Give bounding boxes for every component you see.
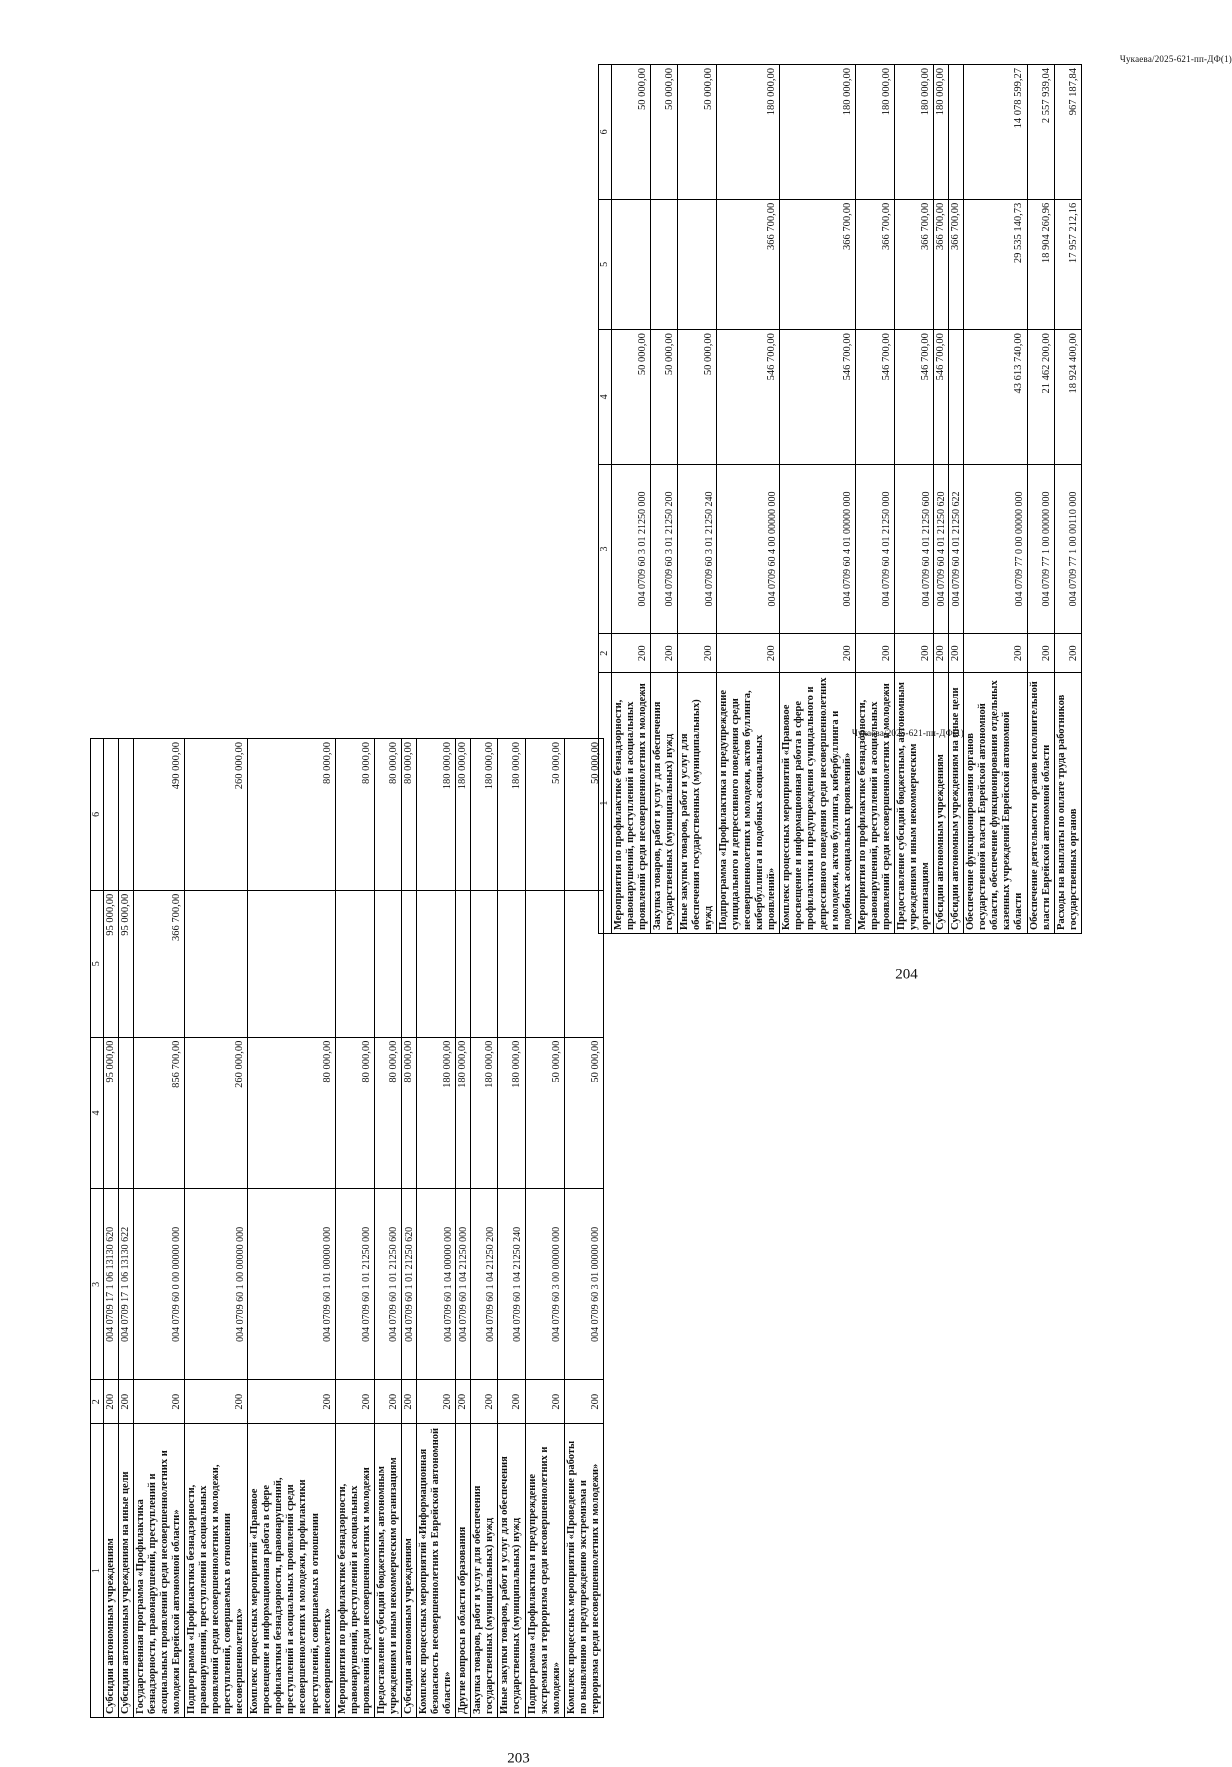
row-col5: 29 535 140,73: [964, 199, 1027, 329]
row-classifier: 004 0709 60 1 04 00000 000: [417, 1189, 456, 1380]
row-col4: 180 000,00: [471, 1037, 498, 1189]
row-classifier: 004 0709 60 1 04 21250 200: [471, 1189, 498, 1380]
column-header: 6: [599, 65, 612, 200]
table-row: [417, 739, 456, 1718]
row-code: 200: [133, 1380, 184, 1424]
row-col4: [949, 330, 964, 465]
row-col6: 50 000,00: [564, 739, 603, 891]
row-name: Субсидии автономным учреждениям на иные цели: [118, 1424, 133, 1718]
row-col4: 546 700,00: [855, 330, 894, 465]
row-col4: 95 000,00: [103, 1037, 118, 1189]
row-name: Мероприятия по профилактике безнадзорности, правонарушений, преступлений и асоциальных проявлений среди несовершеннолетних и молодежи: [611, 673, 650, 934]
document-footer: Чукаева/2025-621-пп-ДФ(1): [1119, 54, 1232, 64]
row-code: 200: [184, 1380, 247, 1424]
row-name: Предоставление субсидий бюджетным, автономным учреждениям и иным некоммерческим организациям: [894, 673, 933, 934]
row-classifier: 004 0709 77 0 00 00000 000: [964, 464, 1027, 633]
row-classifier: 004 0709 17 1 06 13130 622: [118, 1189, 133, 1380]
row-col5: [401, 890, 416, 1037]
row-name: Мероприятия по профилактике безнадзорности, правонарушений, преступлений и асоциальных проявлений среди несовершеннолетних и молодежи: [335, 1424, 374, 1718]
row-col4: 546 700,00: [780, 330, 855, 465]
table-row: [401, 739, 416, 1718]
table-row: [456, 739, 471, 1718]
row-code: 200: [248, 1380, 335, 1424]
row-col6: 50 000,00: [525, 739, 564, 891]
row-col5: [456, 890, 471, 1037]
row-col5: 366 700,00: [855, 199, 894, 329]
row-col4: 43 613 740,00: [964, 330, 1027, 465]
table-row: [498, 739, 525, 1718]
row-col6: 180 000,00: [417, 739, 456, 891]
column-header: 1: [599, 673, 612, 934]
table-row: [964, 65, 1027, 934]
row-code: 200: [417, 1380, 456, 1424]
row-col4: 50 000,00: [677, 330, 716, 465]
row-name: Комплекс процессных мероприятий «Информационная безопасность несовершеннолетних в Еврейской автономной области»: [417, 1424, 456, 1718]
row-name: Закупка товаров, работ и услуг для обеспечения государственных (муниципальных) нужд: [471, 1424, 498, 1718]
row-classifier: 004 0709 17 1 06 13130 620: [103, 1189, 118, 1380]
row-col6: 14 078 599,27: [964, 65, 1027, 200]
row-col4: 50 000,00: [525, 1037, 564, 1189]
column-header: 2: [91, 1380, 104, 1424]
row-code: 200: [525, 1380, 564, 1424]
row-col5: [471, 890, 498, 1037]
row-col5: 17 957 212,16: [1054, 199, 1081, 329]
row-code: 200: [1054, 634, 1081, 673]
row-code: 200: [611, 634, 650, 673]
table-row: [184, 739, 247, 1718]
table-row: [248, 739, 335, 1718]
row-code: 200: [564, 1380, 603, 1424]
row-col5: [417, 890, 456, 1037]
row-col5: 366 700,00: [949, 199, 964, 329]
row-code: 200: [964, 634, 1027, 673]
row-name: Субсидии автономным учреждениям на иные цели: [949, 673, 964, 934]
row-col5: 95 000,00: [103, 890, 118, 1037]
row-col4: 21 462 200,00: [1027, 330, 1054, 465]
row-col5: [498, 890, 525, 1037]
row-name: Подпрограмма «Профилактика безнадзорности, правонарушений, преступлений и асоциальных проявлений среди несовершеннолетних и молодежи, преступлений, совершаемых в отношении несовершеннолетних»: [184, 1424, 247, 1718]
row-code: 200: [335, 1380, 374, 1424]
table-row: [103, 739, 118, 1718]
column-header: 4: [599, 330, 612, 465]
row-col6: 180 000,00: [498, 739, 525, 891]
document-footer: Чукаева/2025-621-пп-ДФ(1): [851, 728, 964, 738]
row-classifier: 004 0709 60 1 00 00000 000: [184, 1189, 247, 1380]
row-col4: 546 700,00: [717, 330, 780, 465]
row-classifier: 004 0709 60 3 01 21250 200: [650, 464, 677, 633]
row-col6: 180 000,00: [855, 65, 894, 200]
row-col5: [184, 890, 247, 1037]
page-number: 204: [895, 966, 918, 983]
column-header: 2: [599, 634, 612, 673]
row-classifier: 004 0709 60 1 04 21250 000: [456, 1189, 471, 1380]
row-col6: 180 000,00: [717, 65, 780, 200]
row-col6: [949, 65, 964, 200]
row-code: 200: [118, 1380, 133, 1424]
row-col4: 80 000,00: [401, 1037, 416, 1189]
table-row: [525, 739, 564, 1718]
row-classifier: 004 0709 60 4 00 00000 000: [717, 464, 780, 633]
table-row: [855, 65, 894, 934]
row-col6: 180 000,00: [780, 65, 855, 200]
row-col4: 546 700,00: [934, 330, 949, 465]
row-col5: [611, 199, 650, 329]
row-classifier: 004 0709 77 1 00 00110 000: [1054, 464, 1081, 633]
row-col4: 18 924 400,00: [1054, 330, 1081, 465]
row-col5: [525, 890, 564, 1037]
row-col6: 80 000,00: [401, 739, 416, 891]
row-name: Подпрограмма «Профилактика и предупреждение экстремизма и терроризма среди несовершеннолетних и молодежи»: [525, 1424, 564, 1718]
row-classifier: 004 0709 60 1 01 21250 600: [374, 1189, 401, 1380]
row-col5: 95 000,00: [118, 890, 133, 1037]
row-code: 200: [650, 634, 677, 673]
row-classifier: 004 0709 60 4 01 21250 622: [949, 464, 964, 633]
row-col6: 490 000,00: [133, 739, 184, 891]
row-code: 200: [780, 634, 855, 673]
row-classifier: 004 0709 60 3 00 00000 000: [525, 1189, 564, 1380]
column-header: 5: [91, 890, 104, 1037]
row-col5: [677, 199, 716, 329]
row-col6: 180 000,00: [471, 739, 498, 891]
row-name: Комплекс процессных мероприятий «Проведение работы по выявлению и предупреждению экстремизма и терроризма среди несовершеннолетних и молодежи»: [564, 1424, 603, 1718]
row-col6: 967 187,84: [1054, 65, 1081, 200]
row-code: 200: [103, 1380, 118, 1424]
row-col6: 260 000,00: [184, 739, 247, 891]
table-row: [133, 739, 184, 1718]
row-col4: 80 000,00: [335, 1037, 374, 1189]
row-name: Предоставление субсидий бюджетным, автономным учреждениям и иным некоммерческим организациям: [374, 1424, 401, 1718]
row-col6: 180 000,00: [894, 65, 933, 200]
row-classifier: 004 0709 60 0 00 00000 000: [133, 1189, 184, 1380]
row-col4: 856 700,00: [133, 1037, 184, 1189]
row-classifier: 004 0709 77 1 00 00000 000: [1027, 464, 1054, 633]
column-header: 6: [91, 739, 104, 891]
row-col6: 50 000,00: [611, 65, 650, 200]
row-name: Иные закупки товаров, работ и услуг для обеспечения государственных (муниципальных) нужд: [677, 673, 716, 934]
row-col6: 180 000,00: [456, 739, 471, 891]
table-row: [1027, 65, 1054, 934]
table-row: [949, 65, 964, 934]
column-header: 5: [599, 199, 612, 329]
row-code: 200: [934, 634, 949, 673]
page-204: [598, 54, 1232, 983]
row-name: Субсидии автономным учреждениям: [401, 1424, 416, 1718]
page-number: 203: [507, 1750, 530, 1767]
row-col5: [374, 890, 401, 1037]
row-classifier: 004 0709 60 3 01 21250 000: [611, 464, 650, 633]
row-name: Иные закупки товаров, работ и услуг для обеспечения государственных (муниципальных) нужд: [498, 1424, 525, 1718]
row-name: Комплекс процессных мероприятий «Правовое просвещение и информационная работа в сфере профилактики безнадзорности, правонарушений, преступлений и асоциальных проявлений среди несовершеннолетних и молодежи, профилактики преступлений, совершаемых в отношении несовершеннолетних»: [248, 1424, 335, 1718]
row-name: Мероприятия по профилактике безнадзорности, правонарушений, преступлений и асоциальных проявлений среди несовершеннолетних и молодежи: [855, 673, 894, 934]
row-name: Закупка товаров, работ и услуг для обеспечения государственных (муниципальных) нужд: [650, 673, 677, 934]
row-code: 200: [401, 1380, 416, 1424]
table-row: [611, 65, 650, 934]
row-col5: 366 700,00: [780, 199, 855, 329]
row-classifier: 004 0709 60 3 01 00000 000: [564, 1189, 603, 1380]
row-col4: 260 000,00: [184, 1037, 247, 1189]
row-code: 200: [1027, 634, 1054, 673]
column-header: 3: [91, 1189, 104, 1380]
row-col4: 50 000,00: [650, 330, 677, 465]
row-code: 200: [894, 634, 933, 673]
row-name: Подпрограмма «Профилактика и предупреждение суицидального и депрессивного поведения среди несовершеннолетних и молодежи, актов буллинга, кибербуллинга и подобных асоциальных проявлений»: [717, 673, 780, 934]
row-col6: 80 000,00: [248, 739, 335, 891]
row-classifier: 004 0709 60 1 01 21250 000: [335, 1189, 374, 1380]
table-header-row: [91, 739, 104, 1718]
row-col5: 366 700,00: [133, 890, 184, 1037]
row-classifier: 004 0709 60 4 01 21250 620: [934, 464, 949, 633]
row-code: 200: [471, 1380, 498, 1424]
row-col4: 80 000,00: [248, 1037, 335, 1189]
column-header: 1: [91, 1424, 104, 1718]
table-row: [650, 65, 677, 934]
row-code: 200: [855, 634, 894, 673]
row-col5: 366 700,00: [717, 199, 780, 329]
row-col6: 2 557 939,04: [1027, 65, 1054, 200]
row-col4: 180 000,00: [456, 1037, 471, 1189]
row-name: Обеспечение функционирования органов государственной власти Еврейской автономной области, обеспечение функционирования отдельных казенных учреждений Еврейской автономной области: [964, 673, 1027, 934]
row-col5: [650, 199, 677, 329]
row-classifier: 004 0709 60 4 01 21250 000: [855, 464, 894, 633]
table-row: [717, 65, 780, 934]
row-code: 200: [456, 1380, 471, 1424]
table-row: [471, 739, 498, 1718]
table-row: [894, 65, 933, 934]
row-col6: [103, 739, 118, 891]
table-row: [335, 739, 374, 1718]
row-name: Другие вопросы в области образования: [456, 1424, 471, 1718]
row-col6: [118, 739, 133, 891]
row-col4: 180 000,00: [498, 1037, 525, 1189]
row-col4: [118, 1037, 133, 1189]
row-col6: 180 000,00: [934, 65, 949, 200]
row-col5: 366 700,00: [894, 199, 933, 329]
row-code: 200: [498, 1380, 525, 1424]
table-row: [934, 65, 949, 934]
column-header: 3: [599, 464, 612, 633]
row-name: Комплекс процессных мероприятий «Правовое просвещение и информационная работа в сфере профилактики и предупреждения суицидального и депрессивного поведения среди несовершеннолетних и молодежи, актов буллинга, кибербуллинга и подобных асоциальных проявлений»: [780, 673, 855, 934]
row-code: 200: [374, 1380, 401, 1424]
row-col4: 50 000,00: [611, 330, 650, 465]
row-col4: 546 700,00: [894, 330, 933, 465]
table-row: [374, 739, 401, 1718]
row-classifier: 004 0709 60 4 01 21250 600: [894, 464, 933, 633]
row-col6: 50 000,00: [650, 65, 677, 200]
row-col4: 80 000,00: [374, 1037, 401, 1189]
row-code: 200: [677, 634, 716, 673]
table-row: [1054, 65, 1081, 934]
budget-table: [598, 64, 1082, 934]
row-name: Субсидии автономным учреждениям: [103, 1424, 118, 1718]
row-classifier: 004 0709 60 1 01 21250 620: [401, 1189, 416, 1380]
row-col5: [335, 890, 374, 1037]
row-col6: 80 000,00: [335, 739, 374, 891]
row-code: 200: [717, 634, 780, 673]
table-header-row: [599, 65, 612, 934]
column-header: 4: [91, 1037, 104, 1189]
row-col4: 180 000,00: [417, 1037, 456, 1189]
row-name: Государственная программа «Профилактика безнадзорности, правонарушений, преступлений и асоциальных проявлений среди несовершеннолетних и молодежи Еврейской автономной области»: [133, 1424, 184, 1718]
table-row: [677, 65, 716, 934]
row-name: Расходы на выплаты по оплате труда работников государственных органов: [1054, 673, 1081, 934]
row-classifier: 004 0709 60 3 01 21250 240: [677, 464, 716, 633]
row-col5: [248, 890, 335, 1037]
row-classifier: 004 0709 60 1 01 00000 000: [248, 1189, 335, 1380]
row-col6: 50 000,00: [677, 65, 716, 200]
table-row: [118, 739, 133, 1718]
row-col6: 80 000,00: [374, 739, 401, 891]
row-col5: 366 700,00: [934, 199, 949, 329]
row-code: 200: [949, 634, 964, 673]
row-col5: 18 904 260,96: [1027, 199, 1054, 329]
row-name: Субсидии автономным учреждениям: [934, 673, 949, 934]
row-name: Обеспечение деятельности органов исполнительной власти Еврейской автономной области: [1027, 673, 1054, 934]
row-classifier: 004 0709 60 4 01 00000 000: [780, 464, 855, 633]
table-row: [780, 65, 855, 934]
row-classifier: 004 0709 60 1 04 21250 240: [498, 1189, 525, 1380]
row-col4: 50 000,00: [564, 1037, 603, 1189]
budget-table: [90, 738, 604, 1718]
